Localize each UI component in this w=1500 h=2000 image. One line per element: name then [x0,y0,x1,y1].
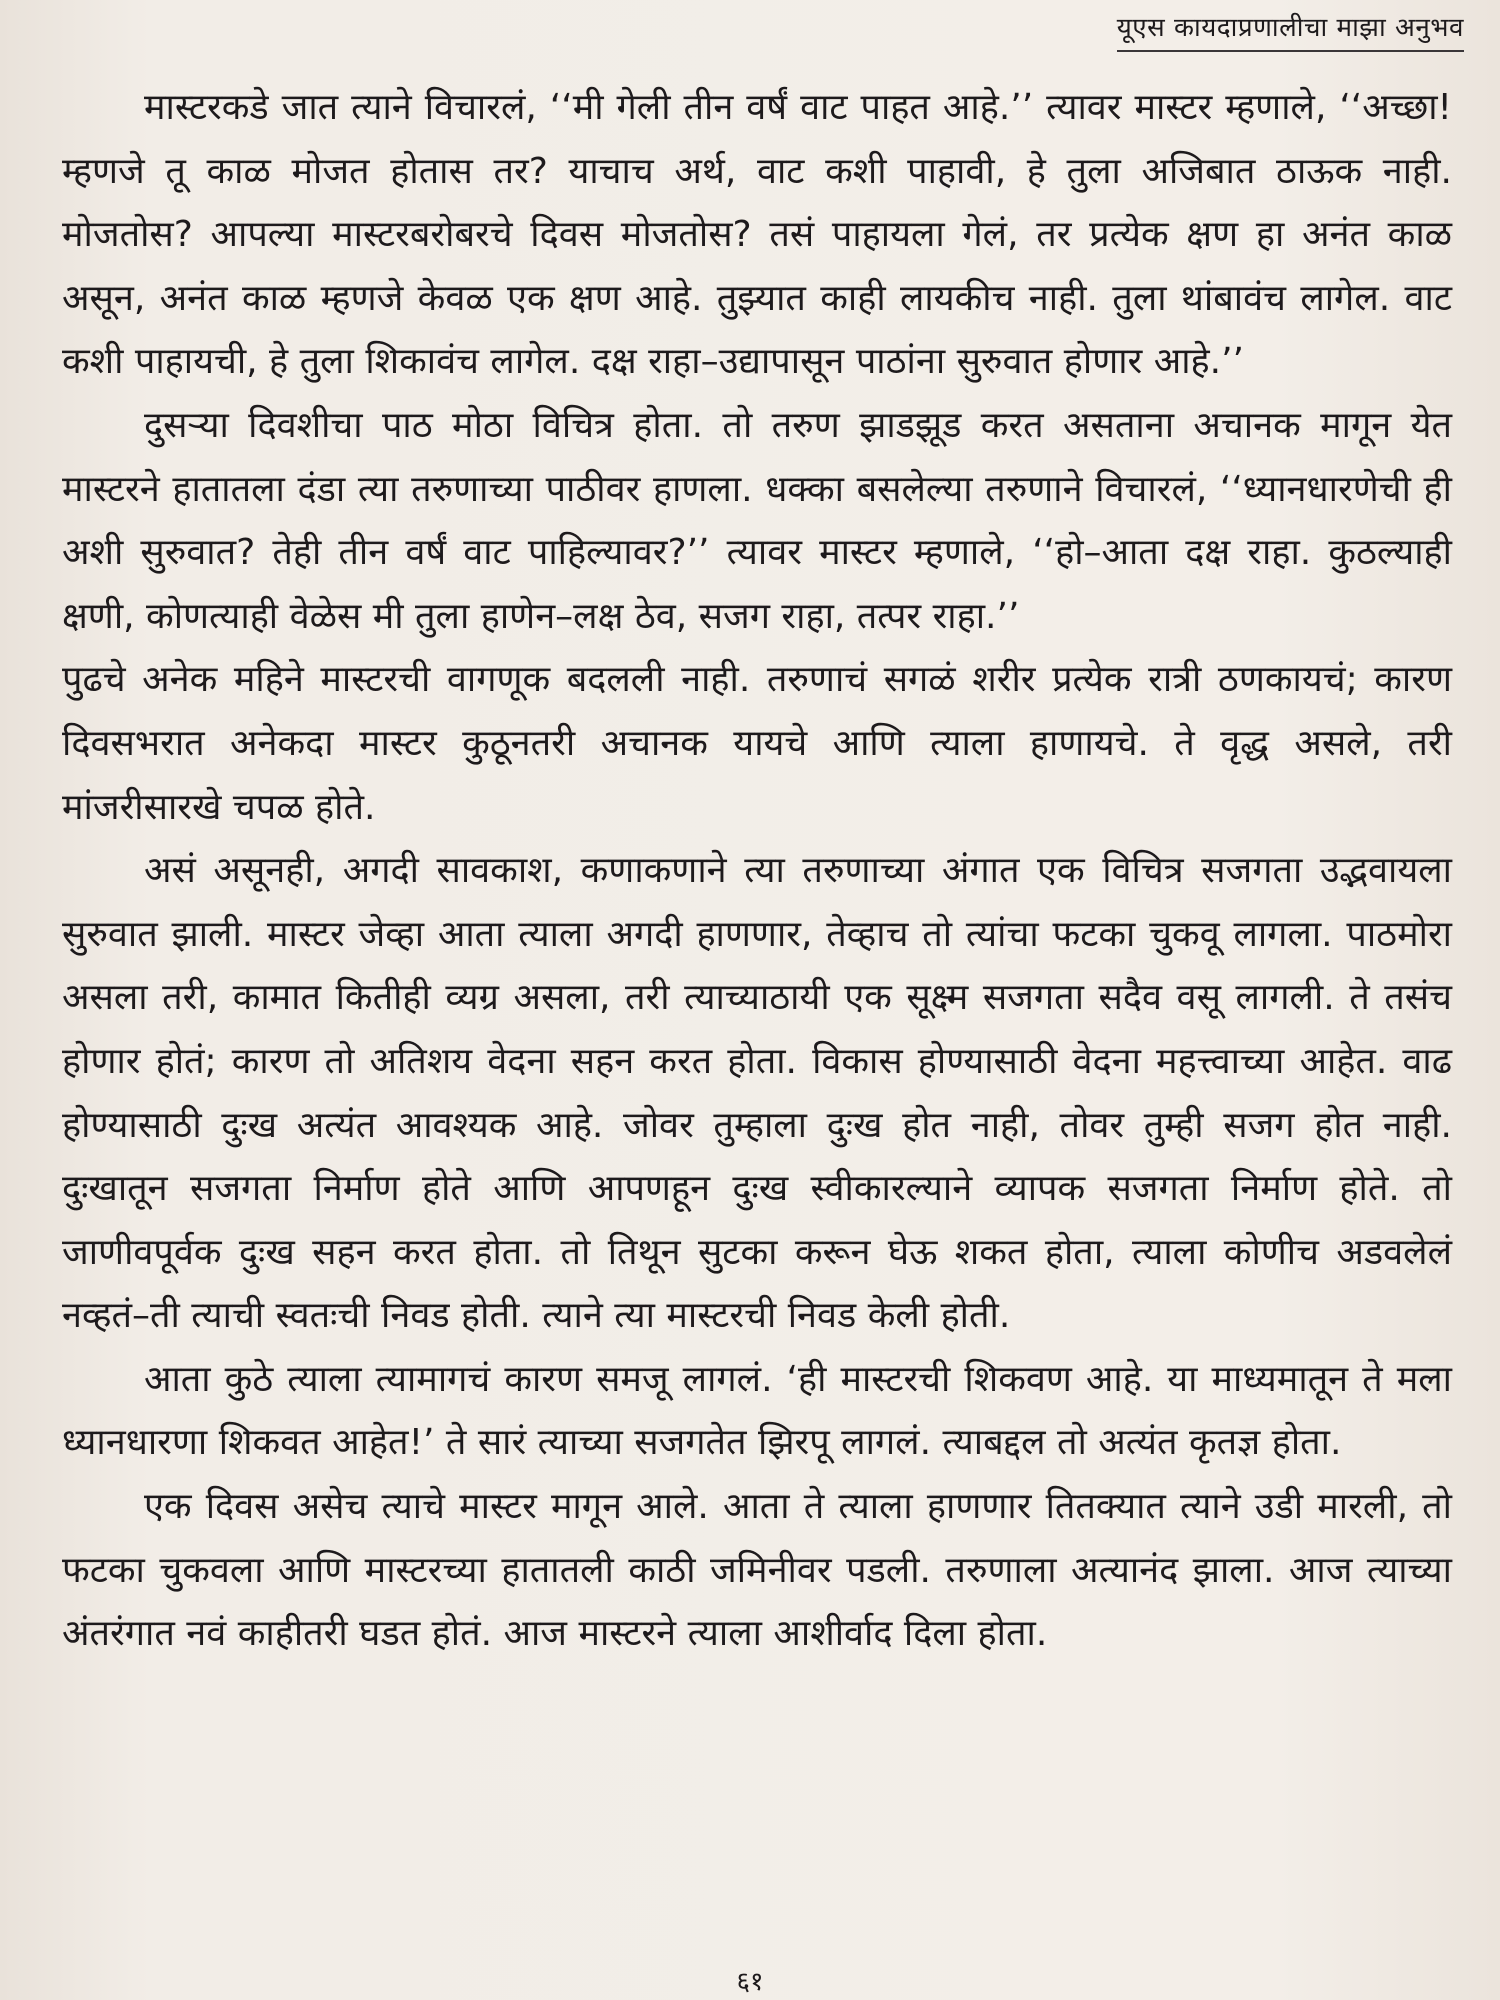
running-head: यूएस कायदाप्रणालीचा माझा अनुभव [1117,8,1464,52]
page-number: ६१ [736,1967,764,1997]
paragraph-2: दुसऱ्या दिवशीचा पाठ मोठा विचित्र होता. तो तरुण झाडझूड करत असताना अचानक मागून येत मास्टरने हातातला दंडा त्या तरुणाच्या पाठीवर हाणला. धक्का बसलेल्या तरुणाने विचारलं, ‘‘ध्यानधारणेची ही अशी सुरुवात? तेही तीन वर्षं वाट पाहिल्यावर?’’ त्यावर मास्टर म्हणाले, ‘‘हो–आता दक्ष राहा. कुठल्याही क्षणी, कोणत्याही वेळेस मी तुला हाणेन–लक्ष ठेव, सजग राहा, तत्पर राहा.’’ [62,404,1452,637]
paragraph-3: पुढचे अनेक महिने मास्टरची वागणूक बदलली नाही. तरुणाचं सगळं शरीर प्रत्येक रात्री ठणकायचं; कारण दिवसभरात अनेकदा मास्टर कुठूनतरी अचानक यायचे आणि त्याला हाणायचे. ते वृद्ध असले, तरी मांजरीसारखे चपळ होते. [62,659,1452,828]
paragraph-4: असं असूनही, अगदी सावकाश, कणाकणाने त्या तरुणाच्या अंगात एक विचित्र सजगता उद्भवायला सुरुवात झाली. मास्टर जेव्हा आता त्याला अगदी हाणणार, तेव्हाच तो त्यांचा फटका चुकवू लागला. पाठमोरा असला तरी, कामात कितीही व्यग्र असला, तरी त्याच्याठायी एक सूक्ष्म सजगता सदैव वसू लागली. ते तसंच होणार होतं; कारण तो अतिशय वेदना सहन करत होता. विकास होण्यासाठी वेदना महत्त्वाच्या आहेत. वाढ होण्यासाठी दुःख अत्यंत आवश्यक आहे. जोवर तुम्हाला दुःख होत नाही, तोवर तुम्ही सजग होत नाही. दुःखातून सजगता निर्माण होते आणि आपणहून दुःख स्वीकारल्याने व्यापक सजगता निर्माण होते. तो जाणीवपूर्वक दुःख सहन करत होता. तो तिथून सुटका करून घेऊ शकत होता, त्याला कोणीच अडवलेलं नव्हतं–ती त्याची स्वतःची निवड होती. त्याने त्या मास्टरची निवड केली होती. [62,850,1452,1337]
paragraph-5: आता कुठे त्याला त्यामागचं कारण समजू लागलं. ‘ही मास्टरची शिकवण आहे. या माध्यमातून ते मला ध्यानधारणा शिकवत आहेत!’ ते सारं त्याच्या सजगतेत झिरपू लागलं. त्याबद्दल तो अत्यंत कृतज्ञ होता. [62,1358,1452,1464]
paragraph-1: मास्टरकडे जात त्याने विचारलं, ‘‘मी गेली तीन वर्षं वाट पाहत आहे.’’ त्यावर मास्टर म्हणाले, ‘‘अच्छा! म्हणजे तू काळ मोजत होतास तर? याचाच अर्थ, वाट कशी पाहावी, हे तुला अजिबात ठाऊक नाही. मोजतोस? आपल्या मास्टरबरोबरचे दिवस मोजतोस? तसं पाहायला गेलं, तर प्रत्येक क्षण हा अनंत काळ असून, अनंत काळ म्हणजे केवळ एक क्षण आहे. तुझ्यात काही लायकीच नाही. तुला थांबावंच लागेल. वाट कशी पाहायची, हे तुला शिकावंच लागेल. दक्ष राहा–उद्यापासून पाठांना सुरुवात होणार आहे.’’ [62,87,1453,383]
body-text [62,76,1452,1666]
paragraph-6: एक दिवस असेच त्याचे मास्टर मागून आले. आता ते त्याला हाणणार तितक्यात त्याने उडी मारली, तो फटका चुकवला आणि मास्टरच्या हातातली काठी जमिनीवर पडली. तरुणाला अत्यानंद झाला. आज त्याच्या अंतरंगात नवं काहीतरी घडत होतं. आज मास्टरने त्याला आशीर्वाद दिला होता. [62,1486,1452,1655]
